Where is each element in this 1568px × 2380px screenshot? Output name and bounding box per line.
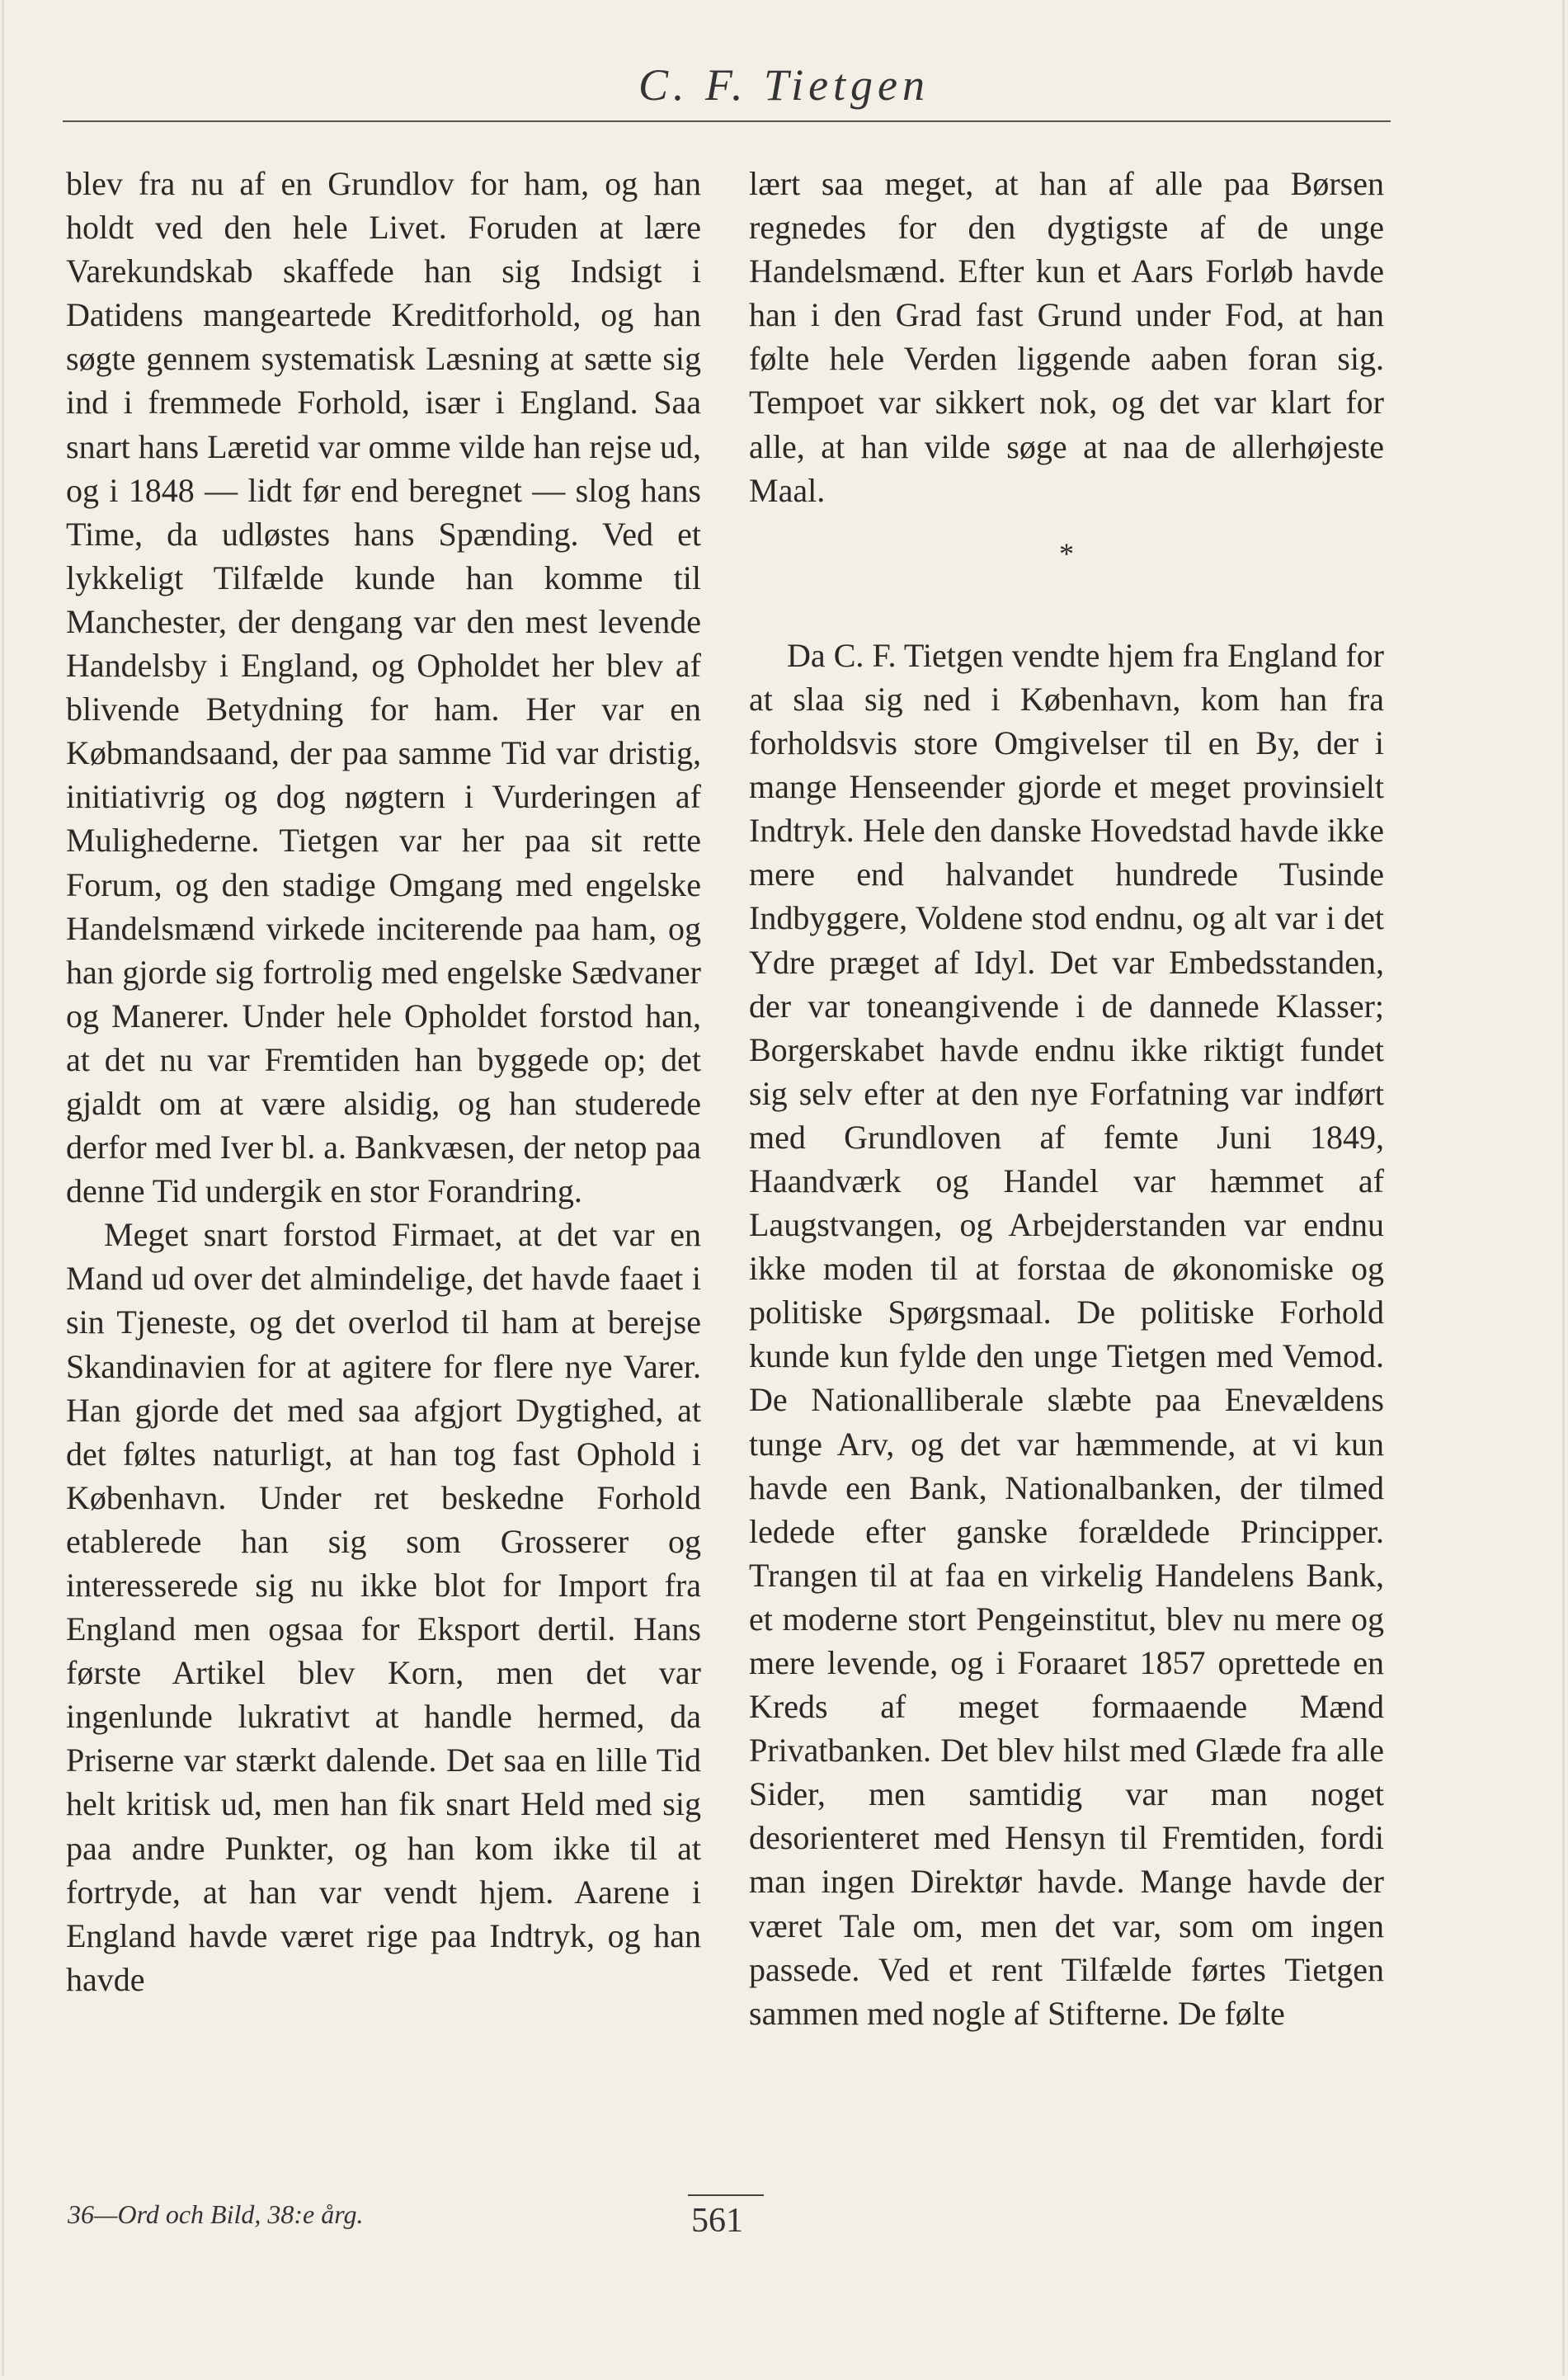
page-number: 561 — [691, 2202, 743, 2240]
header-rule — [63, 120, 1391, 122]
left-paragraph-2: Meget snart forstod Firmaet, at det var en Mand ud over det almindelige, det havde faaet i sin Tjeneste, og det overlod til ham at berejse Skandinavien for at agitere for flere nye Varer. Han gjorde det med saa afgjort Dygtighed, at det føltes naturligt, at han tog fast Ophold i København. Under ret beskedne Forhold etablerede han sig som Grosserer og interesserede sig nu ikke blot for Import fra England men ogsaa for Eksport dertil. Hans første Artikel blev Korn, men det var ingenlunde lukrativt at handle hermed, da Priserne var stærkt dalende. Det saa en lille Tid helt kritisk ud, men han fik snart Held med sig paa andre Punkter, og han kom ikke til at fortryde, at han var vendt hjem. Aarene i England havde været rige paa Indtryk, og han havde — [66, 1216, 701, 1998]
left-paragraph-1: blev fra nu af en Grundlov for ham, og han holdt ved den hele Livet. Foruden at lære Varekundskab skaffede han sig Indsigt i Datidens mangeartede Kreditforhold, og han søgte gennem systematisk Læsning at sætte sig ind i fremmede Forhold, især i England. Saa snart hans Læretid var omme vilde han rejse ud, og i 1848 — lidt før end beregnet — slog hans Time, da udløstes hans Spænding. Ved et lykkeligt Tilfælde kunde han komme til Manchester, der dengang var den mest levende Handelsby i England, og Opholdet her blev af blivende Betydning for ham. Her var en Købmandsaand, der paa samme Tid var dristig, initiativrig og dog nøgtern i Vurderingen af Mulighederne. Tietgen var her paa sit rette Forum, og den stadige Omgang med engelske Handelsmænd virkede inciterende paa ham, og han gjorde sig fortrolig med engelske Sædvaner og Manerer. Under hele Opholdet forstod han, at det nu var Fremtiden han byggede op; det gjaldt om at være alsidig, og han studerede derfor med Iver bl. a. Bankvæsen, der netop paa denne Tid undergik en stor Forandring. — [66, 165, 701, 1210]
right-column — [749, 162, 1384, 2035]
page-number-rule — [688, 2194, 764, 2196]
left-column — [66, 162, 701, 2001]
right-paragraph-2: Da C. F. Tietgen vendte hjem fra England for at slaa sig ned i København, kom han fra forholdsvis store Omgivelser til en By, der i mange Henseender gjorde et meget provinsielt Indtryk. Hele den danske Hovedstad havde ikke mere end halvandet hundrede Tusinde Indbyggere, Voldene stod endnu, og alt var i det Ydre præget af Idyl. Det var Embedsstanden, der var toneangivende i de dannede Klasser; Borgerskabet havde endnu ikke riktigt fundet sig selv efter at den nye Forfatning var indført med Grundloven af femte Juni 1849, Haandværk og Handel var hæmmet af Laugstvangen, og Arbejderstanden var endnu ikke moden til at forstaa de økonomiske og politiske Spørgsmaal. De politiske Forhold kunde kun fylde den unge Tietgen med Vemod. De Nationalliberale slæbte paa Enevældens tunge Arv, og det var hæmmende, at vi kun havde een Bank, Nationalbanken, der tilmed ledede efter ganske forældede Principper. Trangen til at faa en virkelig Handelens Bank, et moderne stort Pengeinstitut, blev nu mere og mere levende, og i Foraaret 1857 oprettede en Kreds af meget formaaende Mænd Privatbanken. Det blev hilst med Glæde fra alle Sider, men samtidig var man noget desorienteret med Hensyn til Fremtiden, fordi man ingen Direktør havde. Mange havde der været Tale om, men det var, som om ingen passede. Ved et rent Tilfælde førtes Tietgen sammen med nogle af Stifterne. De følte — [749, 636, 1384, 2032]
section-separator: * — [1059, 536, 1074, 570]
running-header-title: C. F. Tietgen — [638, 60, 930, 110]
right-paragraph-1: lært saa meget, at han af alle paa Børsen regnedes for den dygtigste af de unge Handelsmænd. Efter kun et Aars Forløb havde han i den Grad fast Grund under Fod, at han følte hele Verden liggende aaben foran sig. Tempoet var sikkert nok, og det var klart for alle, at han vilde søge at naa de allerhøjeste Maal. — [749, 165, 1384, 509]
footer-source-line: 36—Ord och Bild, 38:e årg. — [68, 2199, 364, 2229]
